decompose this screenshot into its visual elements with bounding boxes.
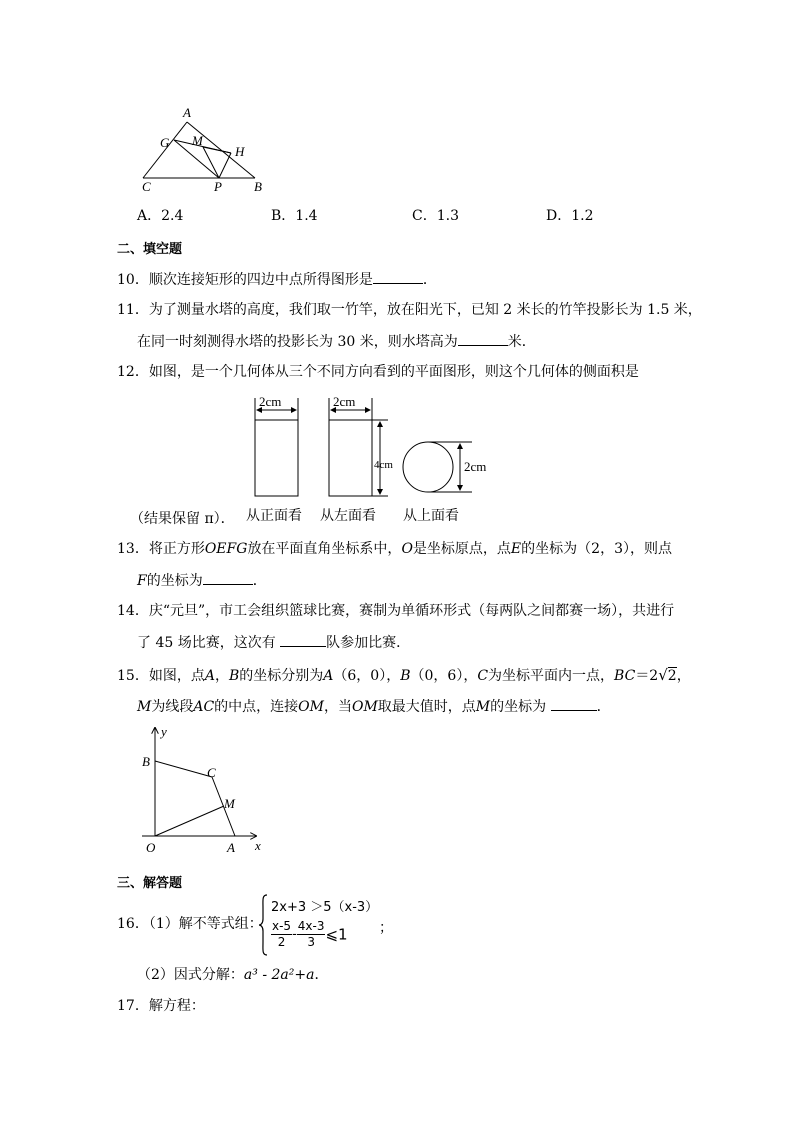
q15-comma: ， bbox=[214, 668, 229, 684]
q13-origin: O bbox=[401, 541, 413, 557]
question-11-line2 bbox=[137, 331, 536, 352]
option-c[interactable]: C．1.3 bbox=[412, 208, 459, 224]
top-view-circle bbox=[403, 442, 453, 492]
figure-q9 bbox=[130, 100, 280, 195]
q11-number: 11． bbox=[117, 302, 149, 318]
q14-line2-b: 队参加比赛． bbox=[326, 635, 411, 651]
question-15-line1 bbox=[117, 665, 691, 686]
q15-pc: C bbox=[477, 668, 489, 684]
q15-bc-eq: ＝2 bbox=[635, 668, 659, 684]
question-15-line2 bbox=[137, 696, 611, 717]
q13-text-c: 是坐标原点，点 bbox=[412, 541, 511, 557]
q10-text: 顺次连接矩形的四边中点所得图形是 bbox=[148, 272, 373, 288]
front-view-rect bbox=[255, 420, 298, 496]
q16-part2: （2）因式分解： bbox=[137, 967, 244, 983]
q15-om: OM bbox=[298, 699, 324, 715]
line-MH bbox=[203, 147, 231, 153]
question-16-part1 bbox=[117, 914, 263, 934]
q13-text-b: 放在平面直角坐标系中， bbox=[247, 541, 402, 557]
inequality-1: 2x+3 ＞5（x-3） bbox=[271, 900, 379, 915]
q14-number: 14． bbox=[117, 603, 149, 619]
q11-answer-blank[interactable] bbox=[458, 331, 508, 346]
caption-front-view: 从正面看 bbox=[246, 509, 302, 524]
label-M: M bbox=[192, 133, 203, 148]
q14-line2-a: 了 45 场比赛，这次有 bbox=[137, 635, 276, 651]
left-width-label: 2cm bbox=[333, 394, 356, 409]
fraction-2-num: 4x-3 bbox=[297, 919, 325, 933]
q15-text-f: 为线段 bbox=[151, 699, 194, 715]
q15-pa-2: A bbox=[323, 668, 334, 684]
fraction-1-den: 2 bbox=[277, 935, 286, 949]
q15-pb: B bbox=[228, 668, 240, 684]
q15-text-i: 取最大值时，点 bbox=[377, 699, 476, 715]
q13-tail: ． bbox=[252, 573, 267, 589]
q17-text: 解方程： bbox=[148, 998, 205, 1014]
sqrt-sign: √ bbox=[658, 666, 668, 684]
label-O: O bbox=[146, 840, 156, 855]
label-C: C bbox=[207, 765, 216, 780]
q17-number: 17． bbox=[117, 998, 149, 1014]
fraction-2 bbox=[297, 919, 326, 950]
q12-number: 12． bbox=[117, 364, 149, 380]
q15-pm-2: M bbox=[475, 699, 491, 715]
q15-coord-a: （6，0）， bbox=[333, 668, 401, 684]
question-13-line2 bbox=[137, 570, 267, 591]
q15-comma-2: ， bbox=[676, 668, 691, 684]
segment-OM bbox=[155, 806, 224, 836]
q10-answer-blank[interactable] bbox=[373, 269, 423, 284]
inequality-2 bbox=[271, 919, 348, 950]
label-M: M bbox=[224, 796, 235, 811]
q12-text: 如图，是一个几何体从三个不同方向看到的平面图形，则这个几何体的侧面积是 bbox=[148, 364, 639, 380]
q13-point-f: F bbox=[137, 573, 147, 589]
q16-part2-tail: ． bbox=[314, 967, 329, 983]
q15-text-a: 如图，点 bbox=[148, 668, 205, 684]
left-height-label: 4cm bbox=[374, 459, 393, 471]
q15-number: 15． bbox=[117, 668, 149, 684]
fraction-1 bbox=[271, 919, 292, 950]
q15-ac: AC bbox=[193, 699, 215, 715]
ineq2-tail: ⩽1 bbox=[325, 925, 348, 944]
q13-answer-blank[interactable] bbox=[203, 570, 253, 585]
q12-tail: （结果保留 π）． bbox=[130, 511, 235, 527]
label-A: A bbox=[183, 105, 191, 120]
q15-bc: BC bbox=[614, 668, 636, 684]
question-16-part2 bbox=[137, 965, 328, 985]
minus-sign: - bbox=[292, 927, 297, 942]
line-HP bbox=[219, 153, 231, 178]
q14-answer-blank[interactable] bbox=[280, 632, 326, 647]
section-title-fill-in: 二、填空题 bbox=[117, 242, 183, 257]
figure-q12 bbox=[240, 388, 510, 528]
q16-expression: a³ - 2a²+a bbox=[243, 967, 315, 983]
option-b[interactable]: B．1.4 bbox=[271, 208, 318, 224]
caption-left-view: 从左面看 bbox=[320, 509, 376, 524]
top-diameter-label: 2cm bbox=[464, 459, 487, 474]
q13-text-e: 的坐标为 bbox=[146, 573, 203, 589]
q16-number: 16． bbox=[117, 916, 149, 932]
q15-text-j: 的坐标为 bbox=[490, 699, 547, 715]
q15-text-b: 的坐标分别为 bbox=[239, 668, 324, 684]
q15-om-2: OM bbox=[351, 699, 378, 715]
q13-text-d: 的坐标为（2，3），则点 bbox=[521, 541, 672, 557]
q13-text-a: 将正方形 bbox=[148, 541, 205, 557]
left-view-rect bbox=[329, 420, 372, 496]
q15-coord-b: （0，6）， bbox=[410, 668, 478, 684]
brace-icon bbox=[258, 894, 268, 956]
q15-pm: M bbox=[137, 699, 152, 715]
question-10 bbox=[117, 269, 437, 290]
q14-line1: 庆“元旦”，市工会组织篮球比赛，赛制为单循环形式（每两队之间都赛一场），共进行 bbox=[148, 603, 675, 619]
label-P: P bbox=[214, 179, 222, 194]
figure-q15 bbox=[138, 724, 273, 856]
q11-line2-a: 在同一时刻测得水塔的投影长为 30 米，则水塔高为 bbox=[137, 334, 458, 350]
q11-line1: 为了测量水塔的高度，我们取一竹竿，放在阳光下，已知 2 米长的竹竿投影长为 1.5 米， bbox=[148, 302, 702, 318]
fraction-1-num: x-5 bbox=[272, 919, 292, 933]
q15-answer-blank[interactable] bbox=[551, 696, 597, 711]
question-14-line2 bbox=[137, 632, 410, 653]
label-A: A bbox=[227, 840, 235, 855]
question-12 bbox=[117, 362, 639, 382]
q13-number: 13． bbox=[117, 541, 149, 557]
q15-text-g: 的中点，连接 bbox=[214, 699, 299, 715]
label-B: B bbox=[254, 179, 262, 194]
front-width-label: 2cm bbox=[259, 394, 282, 409]
q15-pa: A bbox=[204, 668, 215, 684]
label-C: C bbox=[142, 179, 151, 194]
axis-label-y: y bbox=[161, 724, 167, 739]
q15-text-e: 为坐标平面内一点， bbox=[488, 668, 615, 684]
q15-text-h: ，当 bbox=[323, 699, 352, 715]
q11-line2-b: 米． bbox=[507, 334, 536, 350]
question-13-line1 bbox=[117, 539, 672, 559]
q13-point-e: E bbox=[510, 541, 522, 557]
q15-pb-2: B bbox=[400, 668, 411, 684]
q13-square-name: OEFG bbox=[204, 541, 248, 557]
option-d[interactable]: D．1.2 bbox=[546, 208, 594, 224]
sqrt-argument: 2 bbox=[667, 668, 677, 684]
axis-label-x: x bbox=[255, 838, 261, 853]
label-H: H bbox=[235, 144, 245, 159]
label-G: G bbox=[160, 135, 170, 150]
line-MP bbox=[203, 147, 219, 178]
q16-part1-tail: ； bbox=[379, 920, 393, 936]
line-AC bbox=[143, 122, 187, 178]
q10-tail: ． bbox=[422, 272, 437, 288]
fraction-2-den: 3 bbox=[307, 935, 315, 949]
option-a[interactable]: A．2.4 bbox=[137, 208, 184, 224]
q10-number: 10． bbox=[117, 272, 149, 288]
segment-BC bbox=[155, 761, 212, 777]
question-11-line1 bbox=[117, 300, 702, 320]
line-AB bbox=[187, 122, 255, 178]
question-14-line1 bbox=[117, 601, 674, 621]
label-B: B bbox=[142, 754, 150, 769]
section-title-solve: 三、解答题 bbox=[117, 876, 183, 891]
question-17 bbox=[117, 996, 205, 1016]
q16-part1: （1）解不等式组： bbox=[148, 916, 263, 932]
q15-tail: ． bbox=[596, 699, 611, 715]
caption-top-view: 从上面看 bbox=[403, 509, 459, 524]
